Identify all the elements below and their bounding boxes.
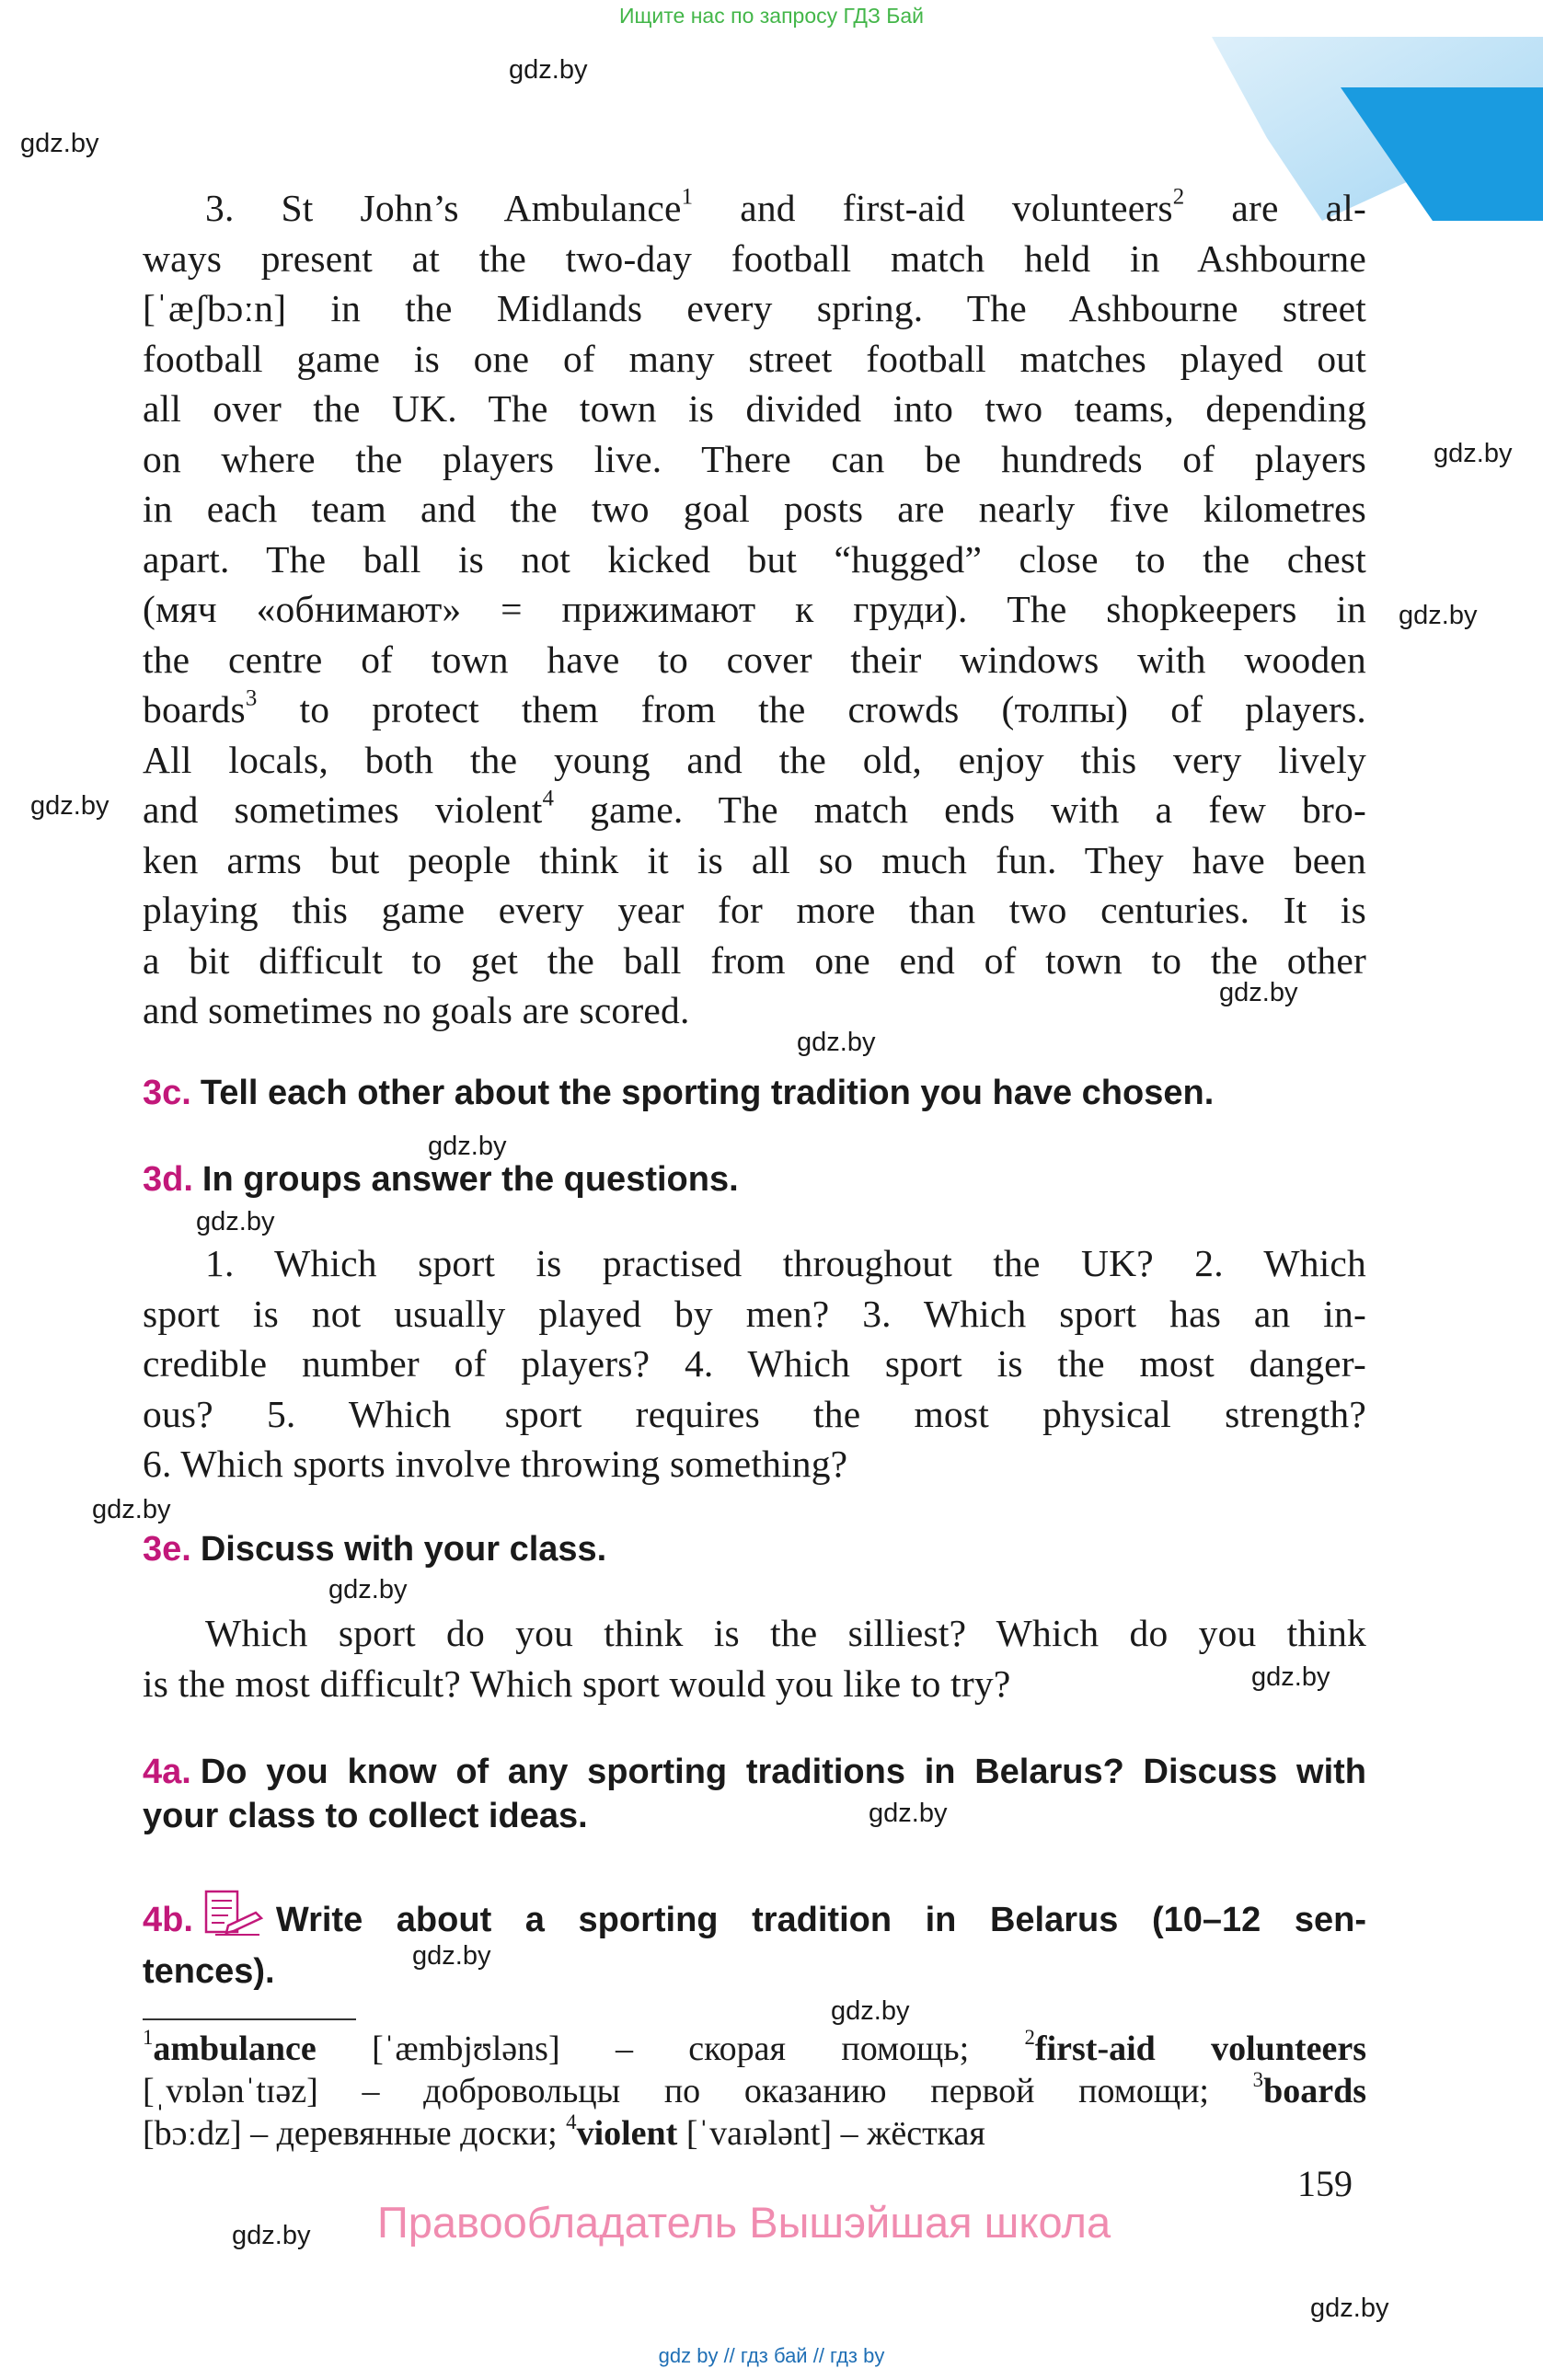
watermark: gdz.by: [196, 1207, 275, 1236]
watermark: gdz.by: [1219, 978, 1298, 1007]
text-line: a bit difficult to get the ball from one end of town to the other: [143, 938, 1366, 982]
task-number: 3d.: [143, 1160, 193, 1199]
search-hint-banner[interactable]: Ищите нас по запросу ГДЗ Бай: [618, 4, 925, 28]
text-line: All locals, both the young and the old, enjoy this very lively: [143, 738, 1366, 781]
watermark: gdz.by: [232, 2221, 311, 2250]
task-3e: [143, 1527, 1366, 1571]
text-line: boards$^3$ to protect them from the crowds (толпы) of players.: [143, 685, 1366, 730]
watermark: gdz.by: [20, 129, 99, 158]
text-line: sport is not usually played by men? 3. Which sport has an in-: [143, 1292, 1366, 1335]
watermark: gdz.by: [412, 1941, 491, 1971]
watermark: gdz.by: [30, 791, 109, 821]
text-line: [ˈæʃbɔːn] in the Midlands every spring. The Ashbourne street: [143, 287, 1366, 329]
task-3c: [143, 1071, 1366, 1115]
watermark: gdz.by: [1399, 601, 1478, 630]
text-line: (мяч «обнимают» = прижимают к груди). The shopkeepers in: [143, 588, 1366, 630]
text-line: apart. The ball is not kicked but “hugged” close to the chest: [143, 537, 1366, 581]
text-line: and sometimes violent$^4$ game. The match ends with a few bro-: [143, 786, 1367, 831]
text-line: ous? 5. Which sport requires the most physical strength?: [143, 1392, 1366, 1435]
text-line: on where the players live. There can be hundreds of players: [143, 437, 1366, 480]
text-line: 6. Which sports involve throwing something?: [143, 1443, 848, 1485]
text-line: 1. Which sport is practised throughout the UK? 2. Which: [205, 1242, 1366, 1284]
task-instruction: Tell each other about the sporting tradition you have chosen.: [200, 1074, 1215, 1112]
text-line: ways present at the two-day football match held in Ashbourne: [143, 236, 1366, 280]
footnote-line: $^1$ambulance [ˈæmbjʊləns] – скорая помощь; $^2$first-aid volunteers: [143, 2025, 1366, 2068]
task-instruction: tences).: [143, 1952, 275, 1991]
text-line: is the most difficult? Which sport would you like to try?: [143, 1661, 1011, 1705]
text-line: 3. St John’s Ambulance$^1$ and first-aid volunteers$^2$ are al-: [205, 184, 1367, 229]
task-number: 4b.: [143, 1901, 193, 1939]
questions-3e: [143, 1608, 1366, 1708]
text-line: the centre of town have to cover their windows with wooden: [143, 638, 1366, 681]
text-line: playing this game every year for more than two centuries. It is: [143, 889, 1366, 931]
footnotes: [143, 2025, 1366, 2155]
text-line: in each team and the two goal posts are nearly five kilometres: [143, 488, 1366, 530]
task-4b: [143, 1889, 1366, 1994]
text-line: all over the UK. The town is divided into two teams, depending: [143, 387, 1366, 430]
task-instruction: Discuss with your class.: [200, 1530, 607, 1569]
task-instruction: Do you know of any sporting traditions in Belarus? Discuss with: [200, 1753, 1366, 1791]
text-line: ken arms but people think it is all so much fun. They have been: [143, 838, 1366, 881]
footnote-line: [ˌvɒlənˈtɪəz] – добровольцы по оказанию первой помощи; $^3$boards: [143, 2067, 1366, 2110]
task-instruction: your class to collect ideas.: [143, 1797, 588, 1835]
task-instruction: Write about a sporting tradition in Belarus (10–12 sen-: [275, 1901, 1366, 1939]
task-4a: [143, 1750, 1366, 1838]
task-number: 4a.: [143, 1753, 191, 1791]
watermark: gdz.by: [328, 1575, 408, 1604]
task-number: 3e.: [143, 1530, 191, 1569]
paragraph-3: [143, 183, 1366, 1036]
page-number: 159: [1297, 2163, 1353, 2204]
text-line: credible number of players? 4. Which sport is the most danger-: [143, 1342, 1366, 1385]
task-instruction: In groups answer the questions.: [202, 1160, 739, 1199]
footer-links[interactable]: gdz by // гдз бай // гдз by: [658, 2344, 885, 2367]
writing-pencil-icon: [202, 1889, 265, 1949]
copyright-owner: Правообладатель Вышэйшая школа: [377, 2198, 1111, 2247]
questions-3d: [143, 1238, 1366, 1489]
watermark: gdz.by: [1434, 439, 1513, 468]
footnote-divider: [143, 2018, 356, 2020]
watermark: gdz.by: [428, 1132, 507, 1161]
task-number: 3c.: [143, 1074, 191, 1112]
text-line: and sometimes no goals are scored.: [143, 989, 690, 1031]
watermark: gdz.by: [509, 55, 588, 85]
watermark: gdz.by: [1251, 1662, 1330, 1692]
text-line: Which sport do you think is the silliest? Which do you think: [205, 1612, 1366, 1654]
watermark: gdz.by: [92, 1495, 171, 1524]
watermark: gdz.by: [797, 1028, 876, 1057]
watermark: gdz.by: [869, 1799, 948, 1828]
text-line: football game is one of many street football matches played out: [143, 337, 1366, 380]
watermark: gdz.by: [831, 1996, 910, 2026]
task-3d: [143, 1157, 1366, 1201]
footnote-line: [bɔːdz] – деревянные доски; $^4$violent [ˈvaɪələnt] – жёсткая: [143, 2110, 985, 2153]
watermark: gdz.by: [1310, 2294, 1389, 2323]
